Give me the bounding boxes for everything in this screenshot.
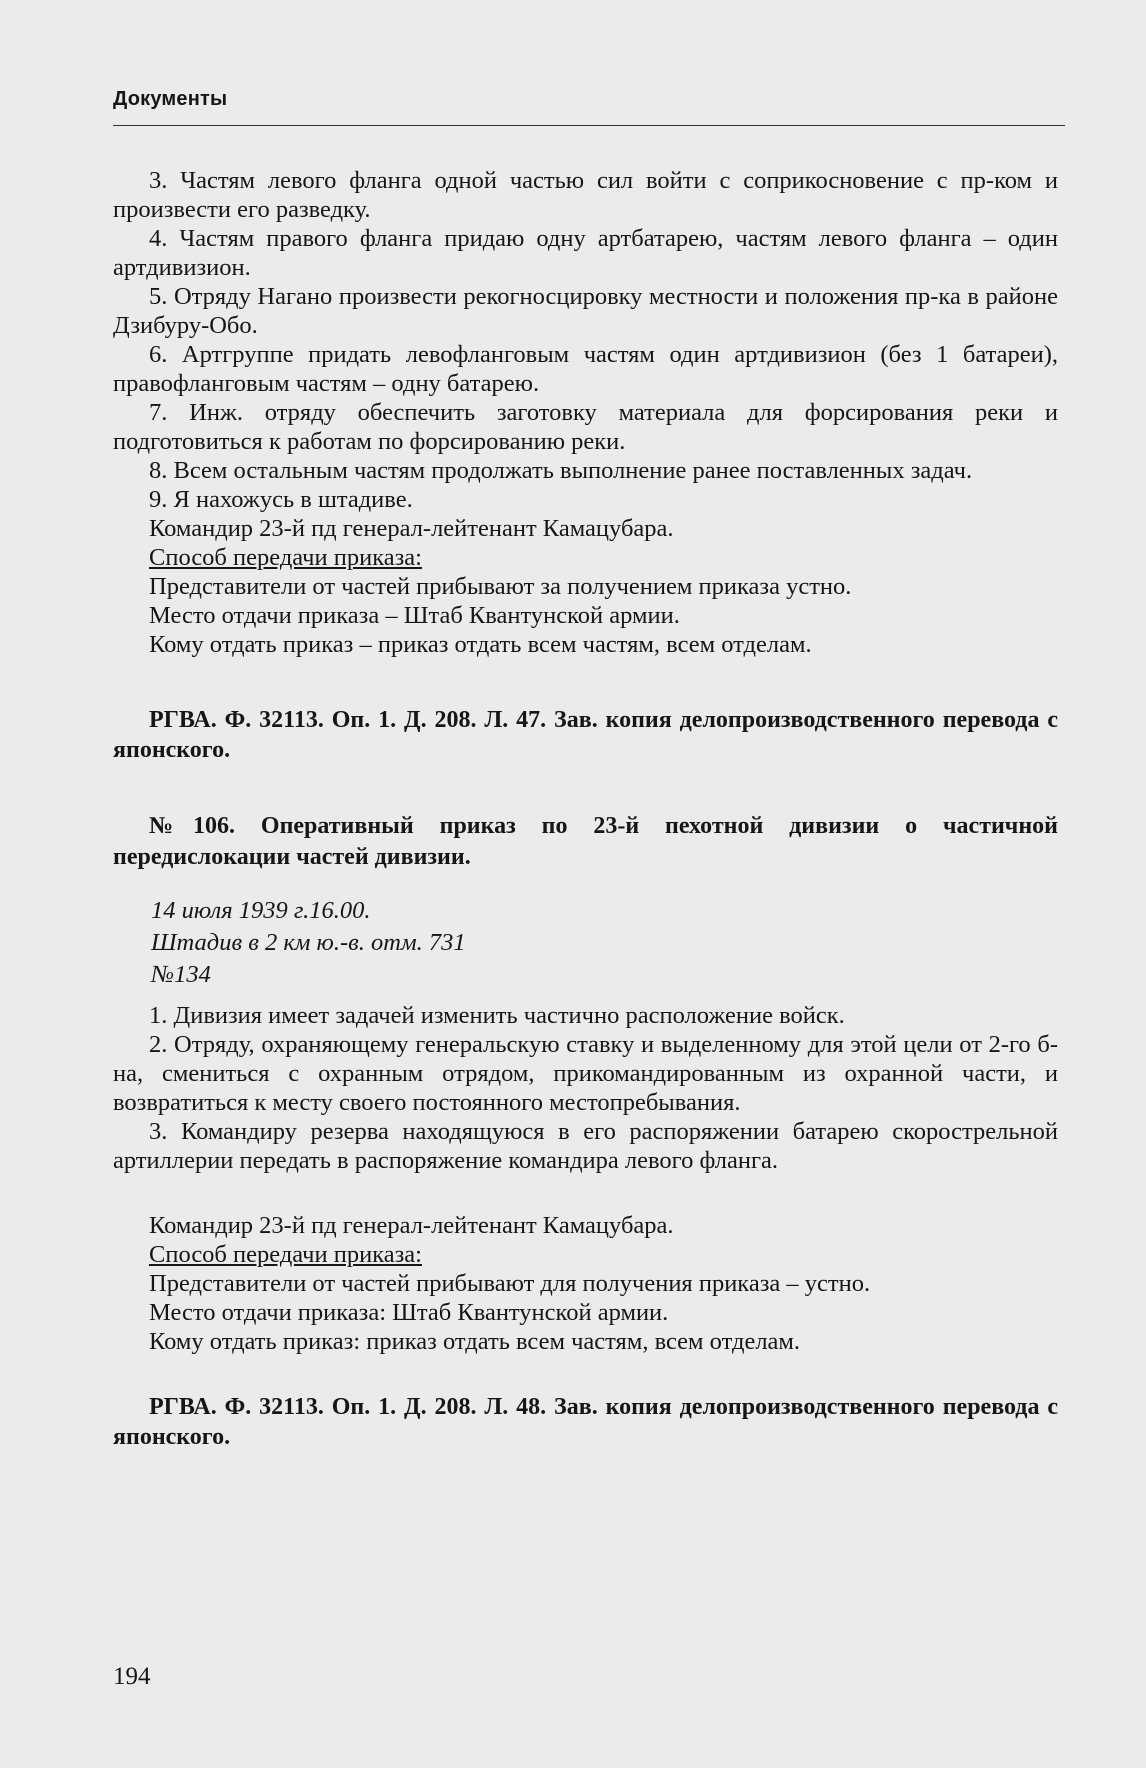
delivery-line: Место отдачи приказа: Штаб Квантунской армии. <box>149 1299 669 1326</box>
order-item: 5. Отряду Нагано произвести рекогносцировку местности и положения пр-ка в районе Дзибуру-Обо. <box>113 283 1058 339</box>
order-continuation <box>113 166 1058 765</box>
document-106 <box>113 811 1058 1452</box>
order-item: 6. Артгруппе придать левофланговым частям один артдивизион (без 1 батареи), правофланговым частям – одну батарею. <box>113 341 1058 397</box>
delivery-line: Представители от частей прибывают для получения приказа – устно. <box>149 1270 871 1297</box>
delivery-heading <box>113 543 1058 572</box>
page-body <box>113 166 1058 1452</box>
running-header: Документы <box>113 88 228 110</box>
document-date: 14 июля 1939 г.16.00. <box>151 897 371 924</box>
delivery-heading-text: Способ передачи приказа: <box>149 1241 422 1268</box>
header-divider <box>113 125 1065 126</box>
order-item: 9. Я нахожусь в штадиве. <box>149 486 413 513</box>
archive-reference: РГВА. Ф. 32113. Оп. 1. Д. 208. Л. 48. Зав. копия делопроизводственного перевода с японского. <box>113 1394 1058 1450</box>
order-item: 3. Командиру резерва находящуюся в его распоряжении батарею скорострельной артиллерии передать в распоряжение командира левого фланга. <box>113 1118 1058 1174</box>
commander-signature: Командир 23-й пд генерал-лейтенант Камацубара. <box>149 1212 674 1239</box>
order-item: 8. Всем остальным частям продолжать выполнение ранее поставленных задач. <box>149 457 973 484</box>
delivery-line: Представители от частей прибывают за получением приказа устно. <box>149 573 852 600</box>
delivery-line: Место отдачи приказа – Штаб Квантунской армии. <box>149 602 680 629</box>
archive-reference: РГВА. Ф. 32113. Оп. 1. Д. 208. Л. 47. Зав. копия делопроизводственного перевода с японского. <box>113 707 1058 763</box>
delivery-heading <box>113 1240 1058 1269</box>
commander-signature: Командир 23-й пд генерал-лейтенант Камацубара. <box>149 515 674 542</box>
delivery-heading-text: Способ передачи приказа: <box>149 544 422 571</box>
document-title: №106. Оперативный приказ по 23-й пехотной дивизии о частичной передислокации частей дивизии. <box>113 813 1058 870</box>
order-item: 7. Инж. отряду обеспечить заготовку материала для форсирования реки и подготовиться к работам по форсированию реки. <box>113 399 1058 455</box>
order-item: 4. Частям правого фланга придаю одну артбатарею, частям левого фланга – один артдивизион. <box>113 225 1058 281</box>
document-location: Штадив в 2 км ю.-в. отм. 731 <box>151 929 466 956</box>
order-item: 3. Частям левого фланга одной частью сил войти с соприкосновение с пр-ком и произвести его разведку. <box>113 167 1058 223</box>
document-number: №134 <box>151 961 211 988</box>
delivery-line: Кому отдать приказ: приказ отдать всем частям, всем отделам. <box>149 1328 801 1355</box>
page-number: 194 <box>113 1663 151 1690</box>
order-item: 1. Дивизия имеет задачей изменить частично расположение войск. <box>149 1002 845 1029</box>
order-item: 2. Отряду, охраняющему генеральскую ставку и выделенному для этой цели от 2-го б-на, смениться с охранным отрядом, прикомандированным из охранной части, и возвратиться к месту своего постоянного местопребывания. <box>113 1031 1058 1116</box>
delivery-line: Кому отдать приказ – приказ отдать всем частям, всем отделам. <box>149 631 812 658</box>
